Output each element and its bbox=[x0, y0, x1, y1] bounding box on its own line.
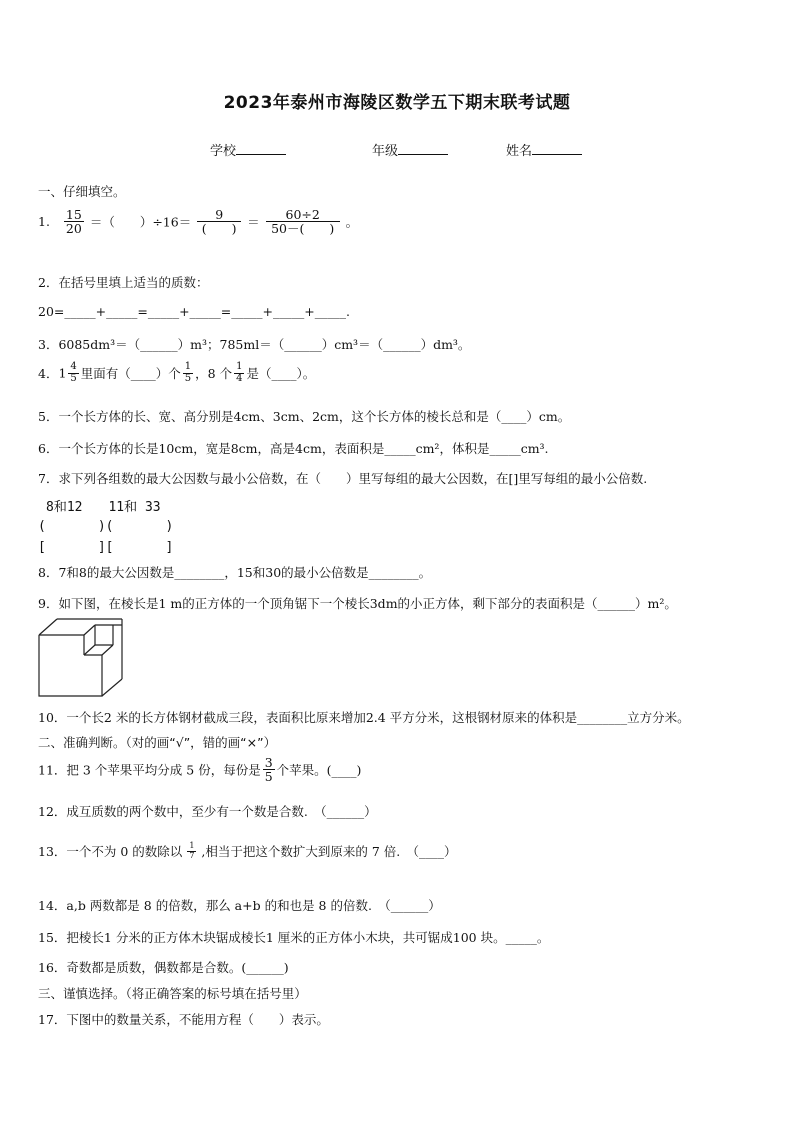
grade-field[interactable] bbox=[372, 140, 448, 159]
section-1-heading: 一、仔细填空。 bbox=[38, 184, 126, 199]
question-5: 5．一个长方体的长、宽、高分别是4cm、3cm、2cm，这个长方体的棱长总和是（____）cm。 bbox=[38, 409, 571, 424]
question-7-pairs: 8和12 11和 33 bbox=[46, 500, 161, 515]
question-17: 17．下图中的数量关系，不能用方程（ ）表示。 bbox=[38, 1012, 329, 1027]
question-11: 11．把 3 个苹果平均分成 5 份，每份是 $\frac{3}{5}$ 个苹果。(____) bbox=[38, 755, 362, 785]
section-2-heading: 二、准确判断。（对的画“√”，错的画“×”） bbox=[38, 735, 277, 750]
question-13: 13．一个不为 0 的数除以 $\frac{1}{7}$ ,相当于把这个数扩大到原来的 7 倍. （____） bbox=[38, 841, 457, 860]
question-15: 15．把棱长1 分米的正方体木块锯成棱长1 厘米的正方体小木块，共可锯成100 块。_____。 bbox=[38, 930, 550, 945]
page-title: 2023年泰州市海陵区数学五下期末联考试题 bbox=[223, 93, 571, 113]
question-7-lcm-row[interactable]: [ ][ ] bbox=[38, 540, 174, 555]
fraction-1-4: $\frac{1}{4}$ bbox=[236, 361, 243, 384]
name-field[interactable] bbox=[506, 140, 582, 159]
question-3: 3．6085dm³＝（______）m³；785ml＝（______）cm³＝（______）dm³。 bbox=[38, 337, 471, 352]
fraction-9-blank: $\frac{9}{( )}$ bbox=[197, 208, 241, 235]
question-8: 8．7和8的最大公因数是________，15和30的最小公倍数是________。 bbox=[38, 565, 432, 580]
question-4: 4．1 $\frac{4}{5}$ 里面有（____）个 $\frac{1}{5}$ ，8 个 $\frac{1}{4}$ 是（____）。 bbox=[38, 361, 316, 384]
school-field[interactable] bbox=[210, 140, 286, 159]
question-12: 12．成互质数的两个数中，至少有一个数是合数. （______） bbox=[38, 804, 377, 819]
question-14: 14．a,b 两数都是 8 的倍数，那么 a+b 的和也是 8 的倍数. （______） bbox=[38, 898, 441, 913]
fraction-1-5: $\frac{1}{5}$ bbox=[184, 361, 192, 384]
question-6: 6．一个长方体的长是10cm，宽是8cm，高是4cm，表面积是_____cm²，体积是_____cm³. bbox=[38, 441, 549, 456]
fraction-60-blank: $\frac{60\div 2}{50-( )}$ bbox=[266, 208, 340, 235]
fraction-15-20: $\frac{15}{20}$ bbox=[65, 207, 82, 237]
school-label: 学校 bbox=[210, 144, 237, 159]
fraction-3-5: $\frac{3}{5}$ bbox=[264, 755, 273, 785]
cube-cut-figure bbox=[37, 617, 125, 699]
question-7-gcd-row[interactable]: ( )( ) bbox=[38, 519, 174, 534]
section-3-heading: 三、谨慎选择。（将正确答案的标号填在括号里） bbox=[38, 986, 307, 1001]
question-2-answer-line[interactable]: 20=_____+_____=_____+_____=_____+_____+_____. bbox=[38, 304, 350, 319]
question-9: 9．如下图，在棱长是1 m的正方体的一个顶角锯下一个棱长3dm的小正方体，剩下部分的表面积是（______）m²。 bbox=[38, 596, 677, 611]
grade-label: 年级 bbox=[372, 144, 399, 159]
question-2: 2．在括号里填上适当的质数： bbox=[38, 275, 209, 290]
fraction-4-5: $\frac{4}{5}$ bbox=[70, 361, 77, 384]
fraction-1-7: $\frac{1}{7}$ bbox=[189, 841, 195, 860]
question-10: 10．一个长2 米的长方体钢材截成三段，表面积比原来增加2.4 平方分米，这根钢材原来的体积是________立方分米。 bbox=[38, 710, 690, 725]
question-7: 7．求下列各组数的最大公因数与最小公倍数，在（ ）里写每组的最大公因数，在[]里写每组的最小公倍数. bbox=[38, 471, 648, 486]
name-label: 姓名 bbox=[506, 144, 533, 159]
question-1: 1. $\frac{15}{20}$ ＝（ ）÷16＝ $\frac{9}{( )}$ ＝ $\frac{60\div 2}{50-( )}$ 。 bbox=[38, 207, 359, 237]
question-16: 16．奇数都是质数，偶数都是合数。(______) bbox=[38, 960, 289, 975]
